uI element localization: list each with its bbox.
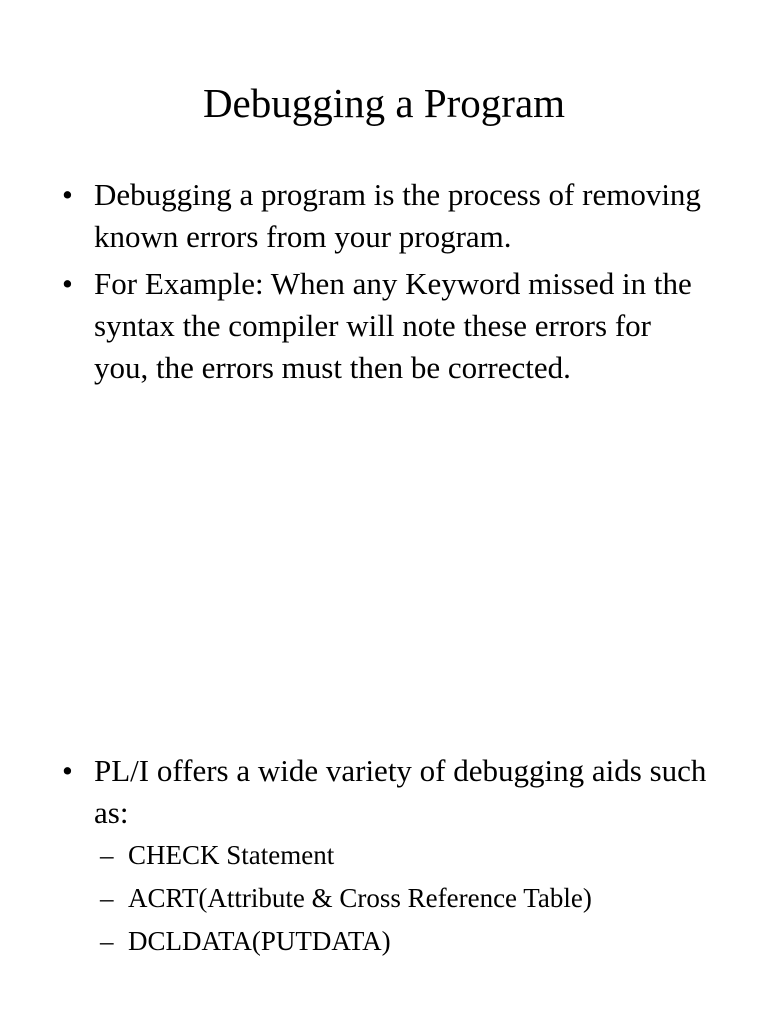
- sub-bullet-item: [100, 881, 720, 915]
- bullet-marker: •: [62, 266, 73, 301]
- bullet-text: Debugging a program is the process of removing known errors from your program.: [94, 177, 701, 254]
- bullet-item: [62, 263, 712, 389]
- bullet-item: [62, 174, 712, 258]
- sub-bullet-text: DCLDATA(PUTDATA): [128, 926, 391, 956]
- sub-bullet-text: ACRT(Attribute & Cross Reference Table): [128, 883, 592, 913]
- sub-bullet-marker: –: [100, 883, 114, 913]
- sub-bullet-marker: –: [100, 926, 114, 956]
- sub-bullet-marker: –: [100, 840, 114, 870]
- sub-bullet-item: [100, 838, 720, 872]
- bullet-item: [62, 750, 712, 834]
- bullet-text: For Example: When any Keyword missed in the syntax the compiler will note these errors for you, the errors must then be corrected.: [94, 266, 692, 385]
- slide-title: Debugging a Program: [202, 80, 566, 126]
- sub-bullet-item: [100, 924, 720, 958]
- sub-bullet-text: CHECK Statement: [128, 840, 335, 870]
- bullet-marker: •: [62, 753, 73, 788]
- bullet-marker: •: [62, 177, 73, 212]
- bullet-text: PL/I offers a wide variety of debugging aids such as:: [94, 753, 707, 830]
